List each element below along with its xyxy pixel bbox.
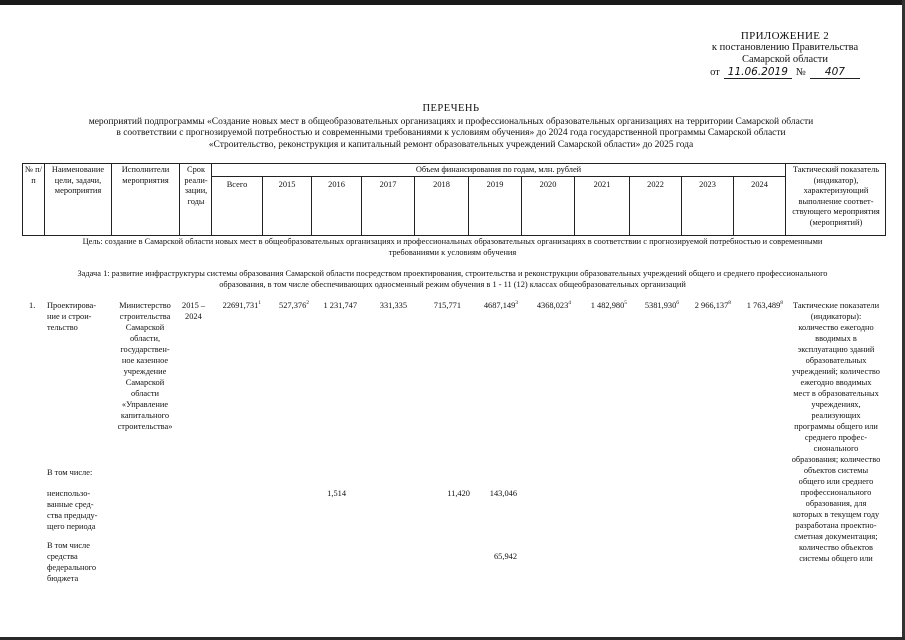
indicator-line: образования, для — [805, 499, 867, 508]
header-indicator: Тактический показатель (индикатор), характеризующий выполнение соответ-ствующего мероприятия (мероприятий) — [792, 165, 880, 227]
row1-value: 4687,149 — [483, 301, 516, 310]
row1-name-line: ние и строи- — [47, 312, 92, 321]
row1-value: 715,771 — [433, 301, 461, 310]
federal-name-line: федерального — [47, 563, 97, 572]
row1-value: 1 231,747 — [323, 301, 357, 310]
header-term: Срок реали-зации, годы — [184, 165, 208, 206]
appendix-label: ПРИЛОЖЕНИЕ 2 — [740, 30, 830, 42]
unused-name-line: ства предыду- — [47, 511, 98, 520]
including-label: В том числе: — [47, 468, 93, 477]
row1-2017 — [361, 300, 407, 311]
title-line-3: «Строительство, реконструкция и капитальный ремонт образовательных учреждений Самарской области» до 2025 года — [208, 139, 694, 150]
goal-line-1: Цель: создание в Самарской области новых мест в общеобразовательных организациях и профессиональных образовательных организациях в соответствии с прогнозируемой потребностью и современными — [82, 237, 823, 246]
row1-indicator — [786, 300, 886, 564]
indicator-line: количество объектов — [798, 543, 873, 552]
row1-exec-line: «Управление — [121, 400, 169, 409]
federal-name-line: средства — [47, 552, 78, 561]
indicator-line: общего или среднего — [798, 477, 874, 486]
row1-value: 331,335 — [379, 301, 407, 310]
header-num: № п/п — [25, 165, 42, 185]
row1-exec-line: капитального — [120, 411, 170, 420]
row1-2016 — [311, 300, 357, 311]
row1-exec-line: государствен- — [120, 345, 170, 354]
row1-term — [182, 300, 212, 322]
appendix-date: 11.06.2019 — [724, 66, 792, 79]
header-year-2023: 2023 — [699, 180, 716, 189]
footnote-mark: 6 — [676, 300, 679, 307]
unused-name-line: щего периода — [47, 522, 96, 531]
header-year-total: Всего — [226, 180, 248, 189]
unused-name — [47, 488, 111, 532]
row1-name-line: Проектирова- — [47, 301, 97, 310]
indicator-line: образовательных — [805, 356, 867, 365]
row1-term-line: 2015 – — [182, 301, 206, 310]
header-year-2018: 2018 — [433, 180, 450, 189]
indicator-line: ежегодно вводимых — [800, 378, 872, 387]
footnote-mark: 5 — [624, 300, 627, 307]
indicator-line: учреждениях, — [811, 400, 861, 409]
task-line-1: Задача 1: развитие инфраструктуры системы образования Самарской области посредством проектирования, строительства и реконструкции образовательных учреждений общего и среднего профессионального — [77, 269, 828, 278]
unused-2019: 143,046 — [489, 489, 517, 498]
indicator-line: профессионального — [800, 488, 872, 497]
header-exec: Исполнители мероприятия — [121, 165, 170, 185]
appendix-block — [690, 30, 880, 79]
footnote-mark: 4 — [568, 300, 571, 307]
row1-exec-line: области, — [129, 334, 161, 343]
appendix-line-1: к постановлению Правительства — [711, 42, 859, 53]
row1-exec-line: Самарской — [125, 378, 165, 387]
federal-name-line: бюджета — [47, 574, 79, 583]
appendix-number: 407 — [810, 66, 860, 79]
header-subline — [211, 176, 785, 177]
row1-value: 4368,023 — [536, 301, 569, 310]
header-funding: Объем финансирования по годам, млн. рублей — [415, 165, 582, 174]
task-line-2: образования, в том числе обеспечивающих односменный режим обучения в 1 - 11 (12) классах общеобразовательных организаций — [219, 280, 686, 289]
row1-2020 — [521, 300, 571, 311]
row1-exec-line: Самарской — [125, 323, 165, 332]
scan-top-border — [0, 0, 905, 5]
row1-2015 — [262, 300, 309, 311]
unused-name-line: ванные сред- — [47, 500, 94, 509]
federal-name — [47, 540, 111, 584]
title-line-1: мероприятий подпрограммы «Создание новых мест в общеобразовательных организациях и профессиональных образовательных организациях на территории Самарской области — [88, 116, 814, 127]
appendix-line-2: Самарской области — [742, 54, 828, 65]
row1-value: 1 763,489 — [746, 301, 781, 310]
footnote-mark: 3 — [515, 300, 518, 307]
header-year-2021: 2021 — [593, 180, 611, 189]
title-line-2: в соответствии с прогнозируемой потребностью и современными требованиями к условиям обучения» до 2024 года государственной программы Самарской области — [116, 128, 786, 138]
indicator-line: программы общего или — [794, 422, 878, 431]
row1-exec-line: строительства — [119, 312, 171, 321]
row1-exec — [111, 300, 179, 432]
row1-value: 5381,930 — [644, 301, 677, 310]
unused-2016: 1,514 — [327, 489, 346, 498]
indicator-line: реализующих — [811, 411, 861, 420]
row1-exec-line: области — [131, 389, 159, 398]
footnote-mark: 8 — [728, 300, 731, 307]
indicator-line: среднего профес- — [804, 433, 868, 442]
row1-value: 2 966,137 — [694, 301, 729, 310]
col-sep — [179, 163, 180, 236]
indicator-line: объектов системы — [803, 466, 869, 475]
header-year-2022: 2022 — [647, 180, 664, 189]
col-sep — [44, 163, 45, 236]
header-year-2019: 2019 — [486, 180, 504, 189]
appendix-no: № — [795, 67, 806, 78]
title-heading: ПЕРЕЧЕНЬ — [422, 103, 480, 114]
header-year-2024: 2024 — [751, 180, 768, 189]
row1-value: 527,376 — [279, 301, 307, 310]
task-text — [20, 268, 885, 290]
indicator-line: сметная документация; — [794, 532, 878, 541]
indicator-line: Тактические показатели — [792, 301, 880, 310]
footnote-mark: 8 — [780, 300, 783, 307]
unused-2018: 11,420 — [447, 489, 470, 498]
indicator-line: которых в текущем году — [792, 510, 880, 519]
row1-exec-line: ное казенное — [121, 356, 169, 365]
indicator-line: разработана проектно- — [795, 521, 877, 530]
col-sep — [111, 163, 112, 236]
col-sep — [785, 163, 786, 236]
row1-2021 — [574, 300, 627, 311]
appendix-date-row — [690, 66, 880, 79]
header-year-2020: 2020 — [539, 180, 557, 189]
goal-text — [20, 236, 885, 258]
row1-2023 — [681, 300, 731, 311]
row1-2024 — [733, 300, 783, 311]
row1-2019 — [468, 300, 518, 311]
row1-total — [212, 300, 261, 311]
goal-line-2: требованиями к условиям обучения — [388, 248, 517, 257]
header-year-2017: 2017 — [379, 180, 397, 189]
indicator-line: эксплуатацию зданий — [797, 345, 875, 354]
row1-exec-line: строительства» — [117, 422, 173, 431]
federal-2019: 65,942 — [493, 552, 517, 561]
indicator-line: учреждений; количество — [792, 367, 880, 376]
header-year-2015: 2015 — [278, 180, 296, 189]
footnote-mark: 1 — [258, 300, 261, 307]
row1-2022 — [629, 300, 679, 311]
row1-name-line: тельство — [47, 323, 78, 332]
indicator-line: сионального — [813, 444, 859, 453]
indicator-line: мест в образовательных — [793, 389, 879, 398]
row1-exec-line: учреждение — [123, 367, 167, 376]
indicator-line: вводимых в — [815, 334, 857, 343]
appendix-from: от — [710, 67, 720, 78]
row1-name — [47, 300, 111, 333]
indicator-line: образования; количество — [791, 455, 881, 464]
row1-num: 1. — [29, 301, 36, 310]
row1-exec-line: Министерство — [119, 301, 171, 310]
unused-name-line: неиспользо- — [47, 489, 91, 498]
row1-value: 22691,731 — [222, 301, 259, 310]
federal-name-line: В том числе — [47, 541, 90, 550]
row1-value: 1 482,980 — [590, 301, 625, 310]
document-title — [20, 103, 882, 151]
header-name: Наименование цели, задачи, мероприятия — [51, 165, 105, 195]
indicator-line: количество ежегодно — [798, 323, 874, 332]
footnote-mark: 2 — [306, 300, 309, 307]
row1-term-line: 2024 — [185, 312, 202, 321]
row1-2018 — [414, 300, 461, 311]
header-year-2016: 2016 — [328, 180, 345, 189]
indicator-line: (индикаторы): — [810, 312, 862, 321]
indicator-line: системы общего или — [799, 554, 873, 563]
